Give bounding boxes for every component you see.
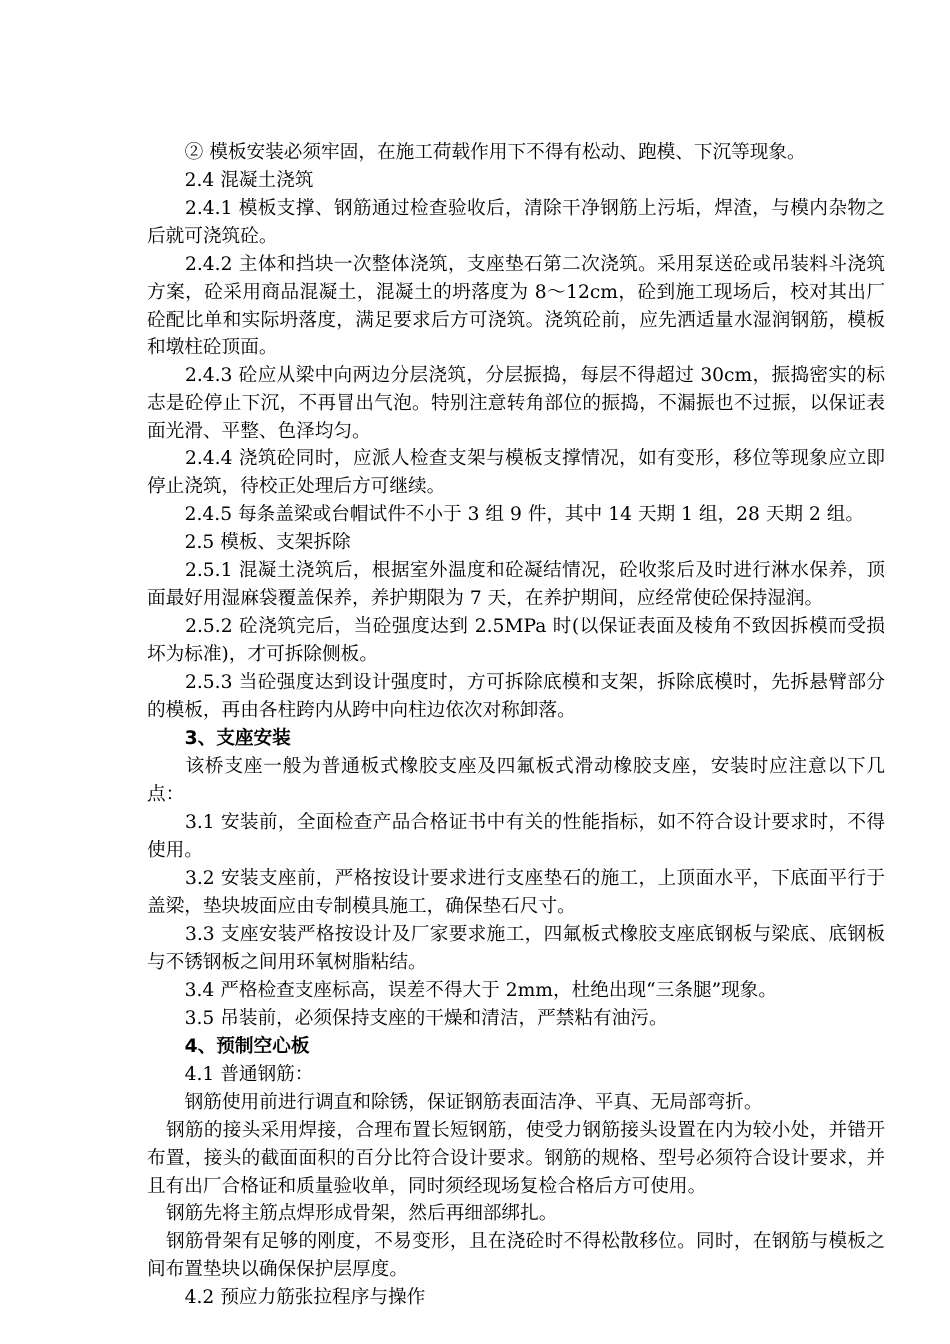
section-heading-3-bearing-installation: 3、支座安装 <box>166 728 291 749</box>
paragraph-2-4-4: 2.4.4 浇筑砼同时，应派人检查支架与模板支撑情况，如有变形，移位等现象应立即停止浇筑，待校正处理后方可继续。 <box>147 448 885 497</box>
paragraph-rebar-straightening: 钢筋使用前进行调直和除锈，保证钢筋表面洁净、平真、无局部弯折。 <box>166 1092 763 1113</box>
section-heading-4-precast-hollow-slab: 4、预制空心板 <box>166 1036 310 1057</box>
heading-4-1-ordinary-rebar: 4.1 普通钢筋： <box>166 1064 314 1085</box>
paragraph-2-5-3: 2.5.3 当砼强度达到设计强度时，方可拆除底模和支架，拆除底模时，先拆悬臂部分的模板，再由各柱跨内从跨中向柱边依次对称卸落。 <box>147 672 885 721</box>
paragraph-3-5: 3.5 吊装前，必须保持支座的干燥和清洁，严禁粘有油污。 <box>166 1008 668 1029</box>
paragraph-rebar-joints: 钢筋的接头采用焊接，合理布置长短钢筋，使受力钢筋接头设置在内为较小处，并错开布置，接头的截面面积的百分比符合设计要求。钢筋的规格、型号必须符合设计要求，并且有出厂合格证和质量验收单，同时须经现场复检合格后方可使用。 <box>147 1120 885 1197</box>
paragraph-bearing-intro: 该桥支座一般为普通板式橡胶支座及四氟板式滑动橡胶支座，安装时应注意以下几点： <box>147 756 885 805</box>
paragraph-2-4-1: 2.4.1 模板支撑、钢筋通过检查验收后，清除干净钢筋上污垢，焊渣，与模内杂物之后就可浇筑砼。 <box>147 198 885 247</box>
paragraph-3-3: 3.3 支座安装严格按设计及厂家要求施工，四氟板式橡胶支座底钢板与梁底、底钢板与不锈钢板之间用环氧树脂粘结。 <box>147 924 885 973</box>
paragraph-formwork-install: ② 模板安装必须牢固，在施工荷载作用下不得有松动、跑模、下沉等现象。 <box>166 142 806 163</box>
heading-2-5-formwork-removal: 2.5 模板、支架拆除 <box>166 532 351 553</box>
paragraph-3-4: 3.4 严格检查支座标高，误差不得大于 2mm，杜绝出现“三条腿”现象。 <box>166 980 778 1001</box>
paragraph-3-1: 3.1 安装前，全面检查产品合格证书中有关的性能指标，如不符合设计要求时，不得使用。 <box>147 812 885 861</box>
heading-2-4-concrete-pouring: 2.4 混凝土浇筑 <box>166 170 314 191</box>
paragraph-3-2: 3.2 安装支座前，严格按设计要求进行支座垫石的施工，上顶面水平，下底面平行于盖梁，垫块坡面应由专制模具施工，确保垫石尺寸。 <box>147 868 885 917</box>
heading-4-2-prestress-tensioning: 4.2 预应力筋张拉程序与操作 <box>166 1287 426 1308</box>
paragraph-rebar-skeleton-rigidity: 钢筋骨架有足够的刚度，不易变形，且在浇砼时不得松散移位。同时，在钢筋与模板之间布置垫块以确保保护层厚度。 <box>147 1231 885 1280</box>
paragraph-2-5-2: 2.5.2 砼浇筑完后，当砼强度达到 2.5MPa 时(以保证表面及棱角不致因拆模而受损坏为标准)，才可拆除侧板。 <box>147 616 885 665</box>
paragraph-2-4-2: 2.4.2 主体和挡块一次整体浇筑，支座垫石第二次浇筑。采用泵送砼或吊装料斗浇筑方案，砼采用商品混凝土，混凝土的坍落度为 8～12cm，砼到施工现场后，校对其出厂砼配比单和实际坍落度，满足要求后方可浇筑。浇筑砼前，应先洒适量水湿润钢筋，模板和墩柱砼顶面。 <box>147 254 885 359</box>
paragraph-2-4-5: 2.4.5 每条盖梁或台帽试件不小于 3 组 9 件，其中 14 天期 1 组，28 天期 2 组。 <box>166 504 865 525</box>
paragraph-rebar-skeleton-welding: 钢筋先将主筋点焊形成骨架，然后再细部绑扎。 <box>166 1203 558 1224</box>
paragraph-2-4-3: 2.4.3 砼应从梁中向两边分层浇筑，分层振捣，每层不得超过 30cm，振捣密实的标志是砼停止下沉，不再冒出气泡。特别注意转角部位的振捣，不漏振也不过振，以保证表面光滑、平整、色泽均匀。 <box>147 365 885 442</box>
paragraph-2-5-1: 2.5.1 混凝土浇筑后，根据室外温度和砼凝结情况，砼收浆后及时进行淋水保养，顶面最好用湿麻袋覆盖保养，养护期限为 7 天，在养护期间，应经常使砼保持湿润。 <box>147 560 885 609</box>
